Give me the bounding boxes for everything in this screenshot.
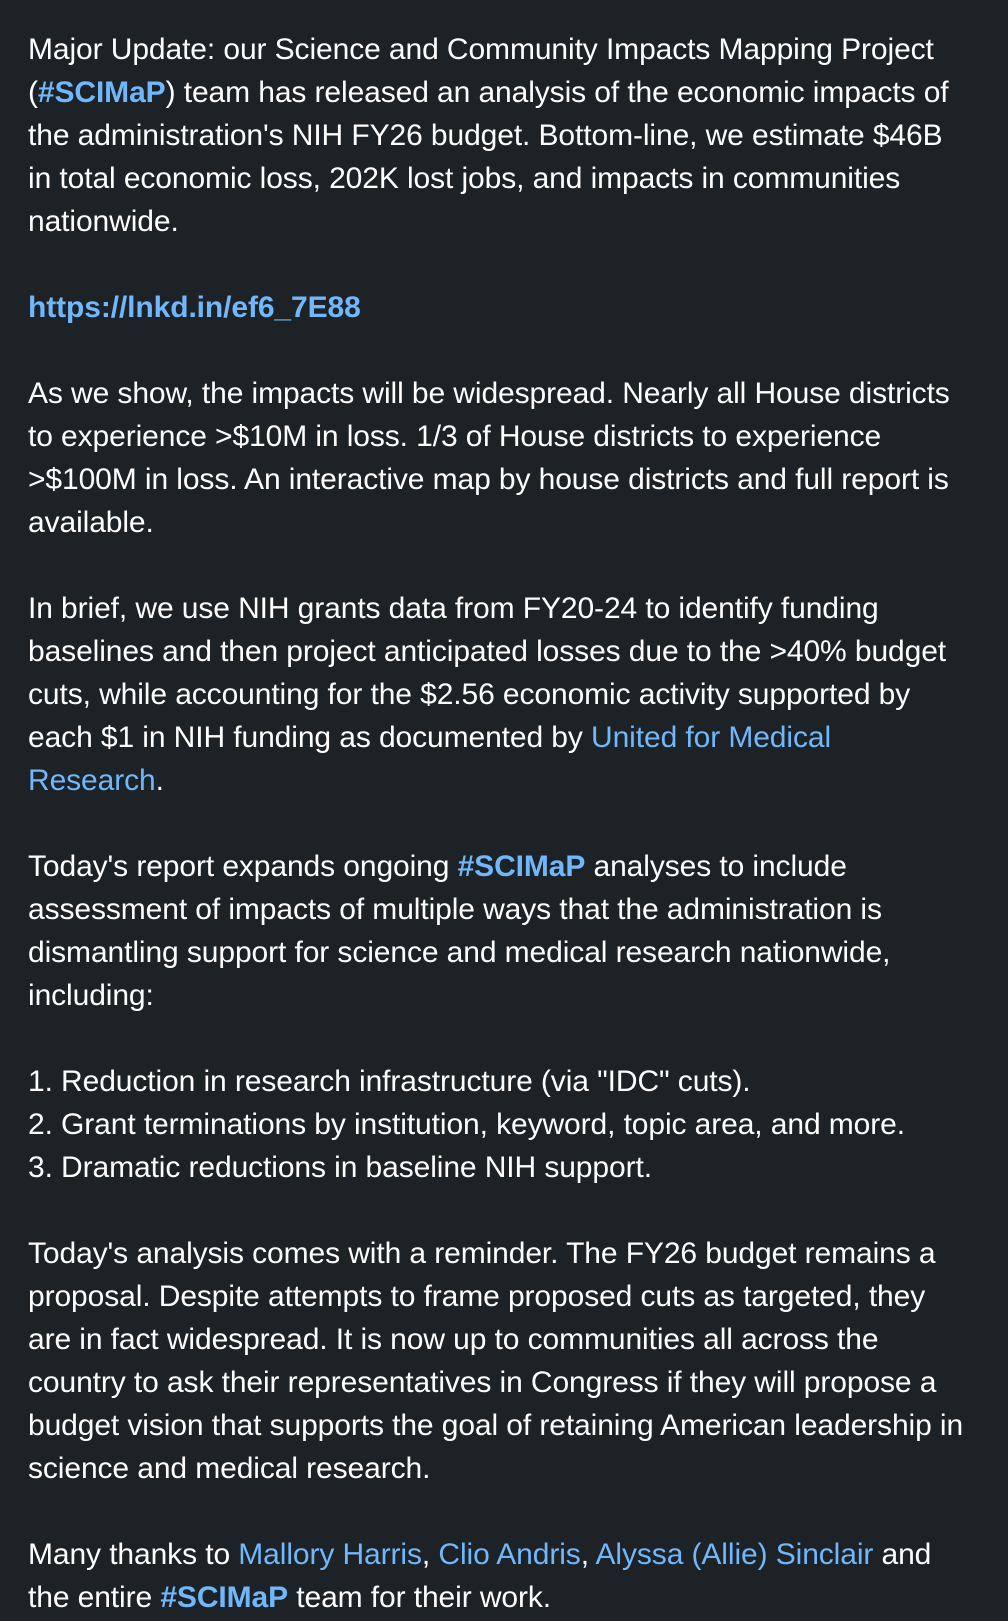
mention-mallory-harris[interactable]: Mallory Harris <box>238 1538 422 1571</box>
list-item: 2. Grant terminations by institution, keyword, topic area, and more. <box>28 1108 905 1141</box>
list-item: 3. Dramatic reductions in baseline NIH support. <box>28 1151 652 1184</box>
mention-alyssa-sinclair[interactable]: Alyssa (Allie) Sinclair <box>595 1538 874 1571</box>
hashtag-scimap-link[interactable]: #SCIMaP <box>457 850 586 883</box>
report-text-1: Today's report expands ongoing <box>28 850 458 883</box>
hashtag-scimap-link[interactable]: #SCIMaP <box>160 1581 289 1614</box>
thanks-text-3: team for their work. <box>288 1581 551 1614</box>
united-for-medical-research-link[interactable]: United for Medical Research <box>28 721 832 797</box>
report-url-link[interactable]: https://lnkd.in/ef6_7E88 <box>28 291 361 324</box>
list-item: 1. Reduction in research infrastructure (via "IDC" cuts). <box>28 1065 751 1098</box>
hashtag-scimap-link[interactable]: #SCIMaP <box>37 76 166 109</box>
thanks-separator: , <box>421 1538 439 1571</box>
paragraph-thanks <box>28 1533 968 1619</box>
intro-text-2: ) team has released an analysis of the economic impacts of the administration's NIH FY26 budget. Bottom-line, we estimate $46B in total economic loss, 202K lost jobs, and impacts in communities nationwide. <box>28 76 949 238</box>
paragraph-method <box>28 587 968 802</box>
paragraph-url <box>28 286 968 329</box>
impact-list <box>28 1060 968 1189</box>
mention-clio-andris[interactable]: Clio Andris <box>438 1538 581 1571</box>
paragraph-intro <box>28 28 968 243</box>
intro-text-1: Major Update: our Science and Community Impacts Mapping Project ( <box>28 33 934 109</box>
paragraph-report <box>28 845 968 1017</box>
thanks-separator: , <box>580 1538 596 1571</box>
thanks-text-2: and the entire <box>28 1538 932 1614</box>
method-text-2: . <box>155 764 164 797</box>
thanks-text-1: Many thanks to <box>28 1538 239 1571</box>
method-text-1: In brief, we use NIH grants data from FY20-24 to identify funding baselines and then project anticipated losses due to the >40% budget cuts, while accounting for the $2.56 economic activity supported by each $1 in NIH funding as documented by <box>28 592 947 754</box>
paragraph-reminder: Today's analysis comes with a reminder. The FY26 budget remains a proposal. Despite attempts to frame proposed cuts as targeted, they are in fact widespread. It is now up to communities all across the country to ask their representatives in Congress if they will propose a budget vision that supports the goal of retaining American leadership in science and medical research. <box>28 1237 964 1485</box>
report-text-2: analyses to include assessment of impacts of multiple ways that the administration is dismantling support for science and medical research nationwide, including: <box>28 850 891 1012</box>
paragraph-impacts: As we show, the impacts will be widespread. Nearly all House districts to experience >$10M in loss. 1/3 of House districts to experience >$100M in loss. An interactive map by house districts and full report is available. <box>28 377 950 539</box>
